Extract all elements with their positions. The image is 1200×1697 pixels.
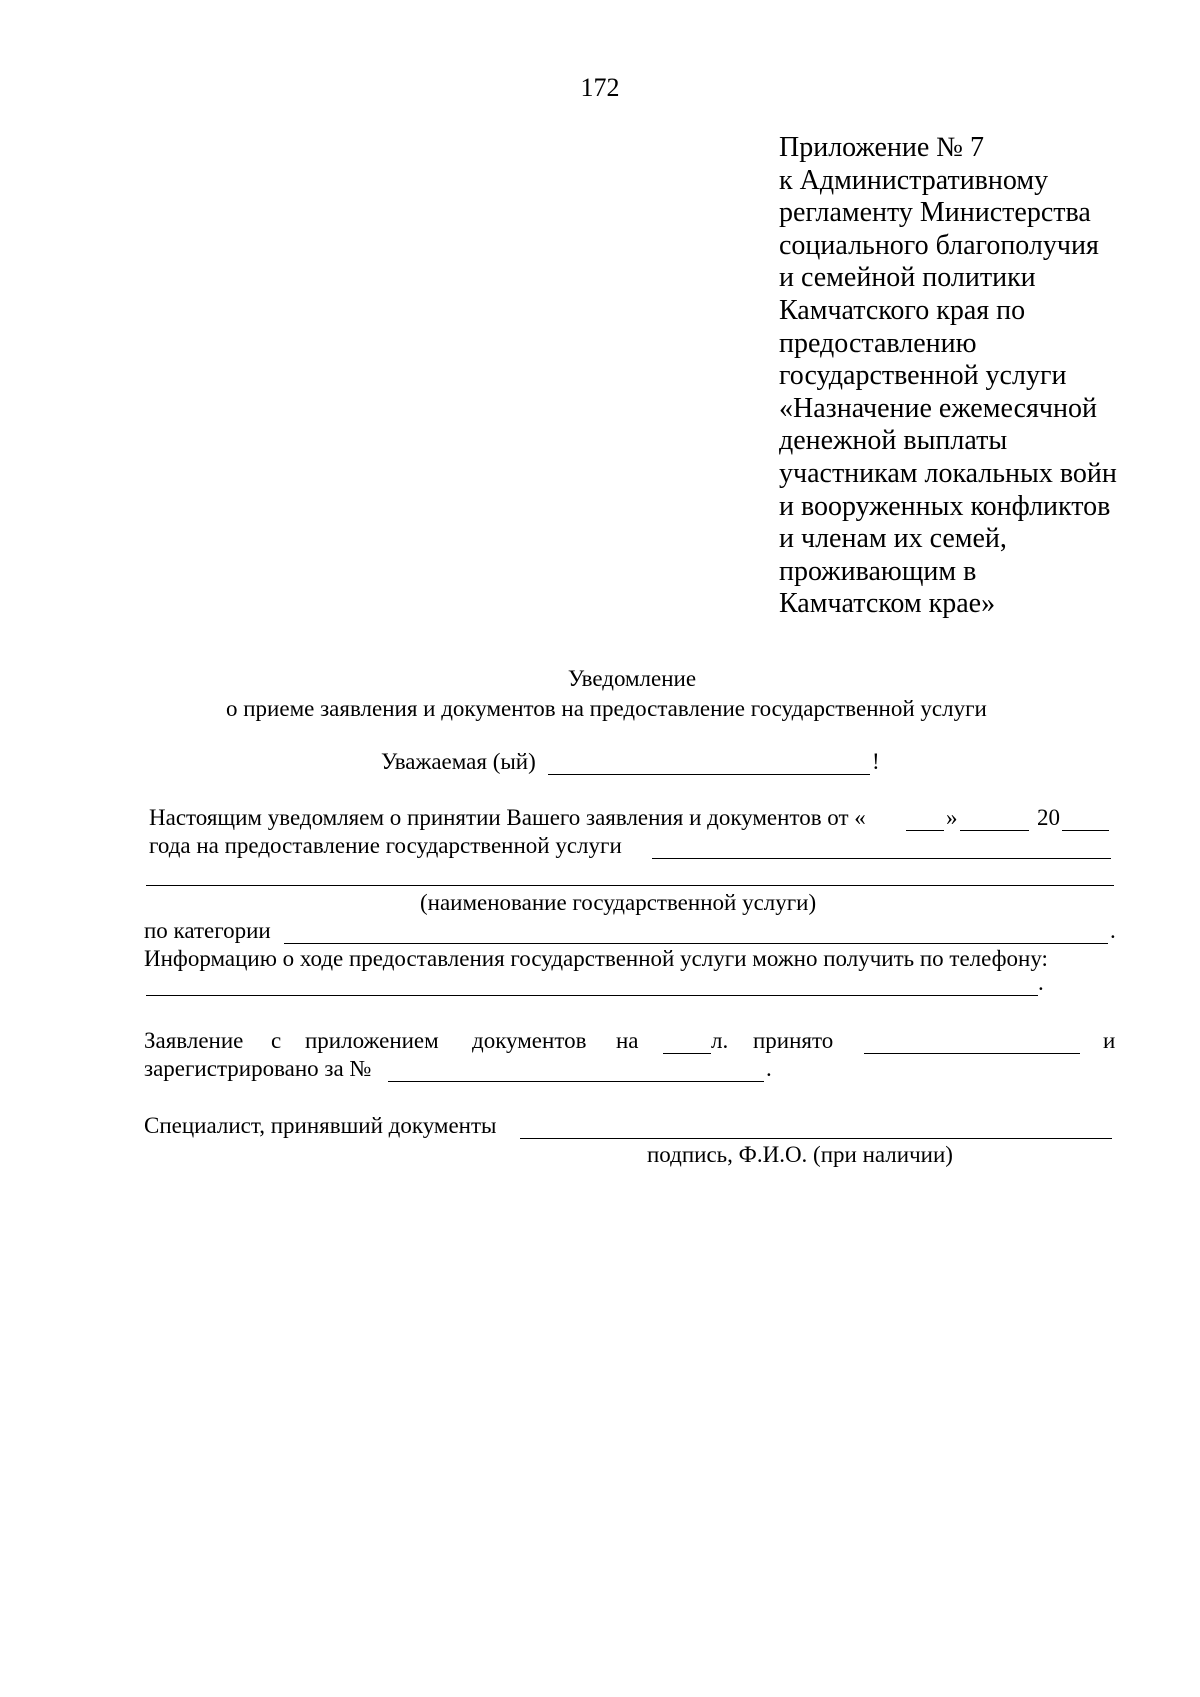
registration-period: . [766, 1056, 772, 1081]
info-text: Информацию о ходе предоставления государственной услуги можно получить по телефону: [144, 946, 1048, 971]
service-caption: (наименование государственной услуги) [420, 890, 817, 915]
registered-label: зарегистрировано за № [144, 1056, 372, 1081]
accepted-label: принято [753, 1028, 834, 1053]
appendix-line: Камчатском крае» [779, 588, 996, 620]
service-name-field[interactable] [652, 858, 1111, 859]
accepted-date-field[interactable] [864, 1053, 1080, 1054]
specialist-label: Специалист, принявший документы [144, 1113, 497, 1138]
appendix-line: денежной выплаты [779, 425, 1008, 457]
page-number: 172 [580, 73, 620, 102]
service-name-field-continued[interactable] [146, 885, 1114, 886]
sheet-count-field[interactable] [663, 1053, 711, 1054]
category-label: по категории [144, 918, 271, 943]
appendix-line: «Назначение ежемесячной [779, 392, 1097, 424]
appendix-line: предоставлению [779, 327, 977, 359]
phone-period: . [1038, 970, 1044, 995]
appendix-line: Камчатского края по [779, 294, 1026, 326]
acceptance-text: Настоящим уведомляем о принятии Вашего заявления и документов от « [149, 805, 866, 830]
appendix-header [779, 132, 1117, 621]
appendix-line: к Административному [779, 164, 1049, 196]
statement-word: с [271, 1028, 282, 1053]
greeting-label: Уважаемая (ый) [381, 749, 536, 774]
appendix-line: государственной услуги [779, 360, 1067, 392]
day-field[interactable] [906, 830, 944, 831]
year-prefix: 20 [1037, 805, 1060, 830]
service-line-label: года на предоставление государственной услуги [149, 833, 622, 858]
appendix-line: проживающим в [779, 555, 977, 587]
appendix-line: и вооруженных конфликтов [779, 490, 1111, 522]
sheets-label: л. [711, 1028, 729, 1053]
appendix-line: участникам локальных войн [779, 457, 1117, 489]
appendix-line: и семейной политики [779, 262, 1036, 294]
statement-word: Заявление [144, 1028, 244, 1053]
signature-caption: подпись, Ф.И.О. (при наличии) [647, 1142, 953, 1167]
notice-title: Уведомление [567, 666, 697, 691]
notice-subtitle: о приеме заявления и документов на предоставление государственной услуги [226, 696, 987, 721]
statement-word: на [616, 1028, 639, 1053]
category-field[interactable] [284, 943, 1108, 944]
appendix-line: и членам их семей, [779, 523, 1007, 555]
category-period: . [1110, 918, 1116, 943]
registration-number-field[interactable] [388, 1081, 764, 1082]
phone-field[interactable] [146, 995, 1038, 996]
and-label: и [1103, 1028, 1116, 1053]
appendix-line: Приложение № 7 [779, 132, 984, 163]
recipient-name-field[interactable] [548, 774, 870, 775]
specialist-signature-field[interactable] [520, 1138, 1112, 1139]
appendix-line: регламенту Министерства [779, 197, 1091, 229]
statement-word: приложением [305, 1028, 439, 1053]
year-field[interactable] [1062, 830, 1109, 831]
greeting-exclamation: ! [872, 749, 880, 774]
quote-close: » [946, 805, 958, 830]
appendix-line: социального благополучия [779, 229, 1099, 261]
month-field[interactable] [960, 830, 1029, 831]
statement-word: документов [472, 1028, 587, 1053]
